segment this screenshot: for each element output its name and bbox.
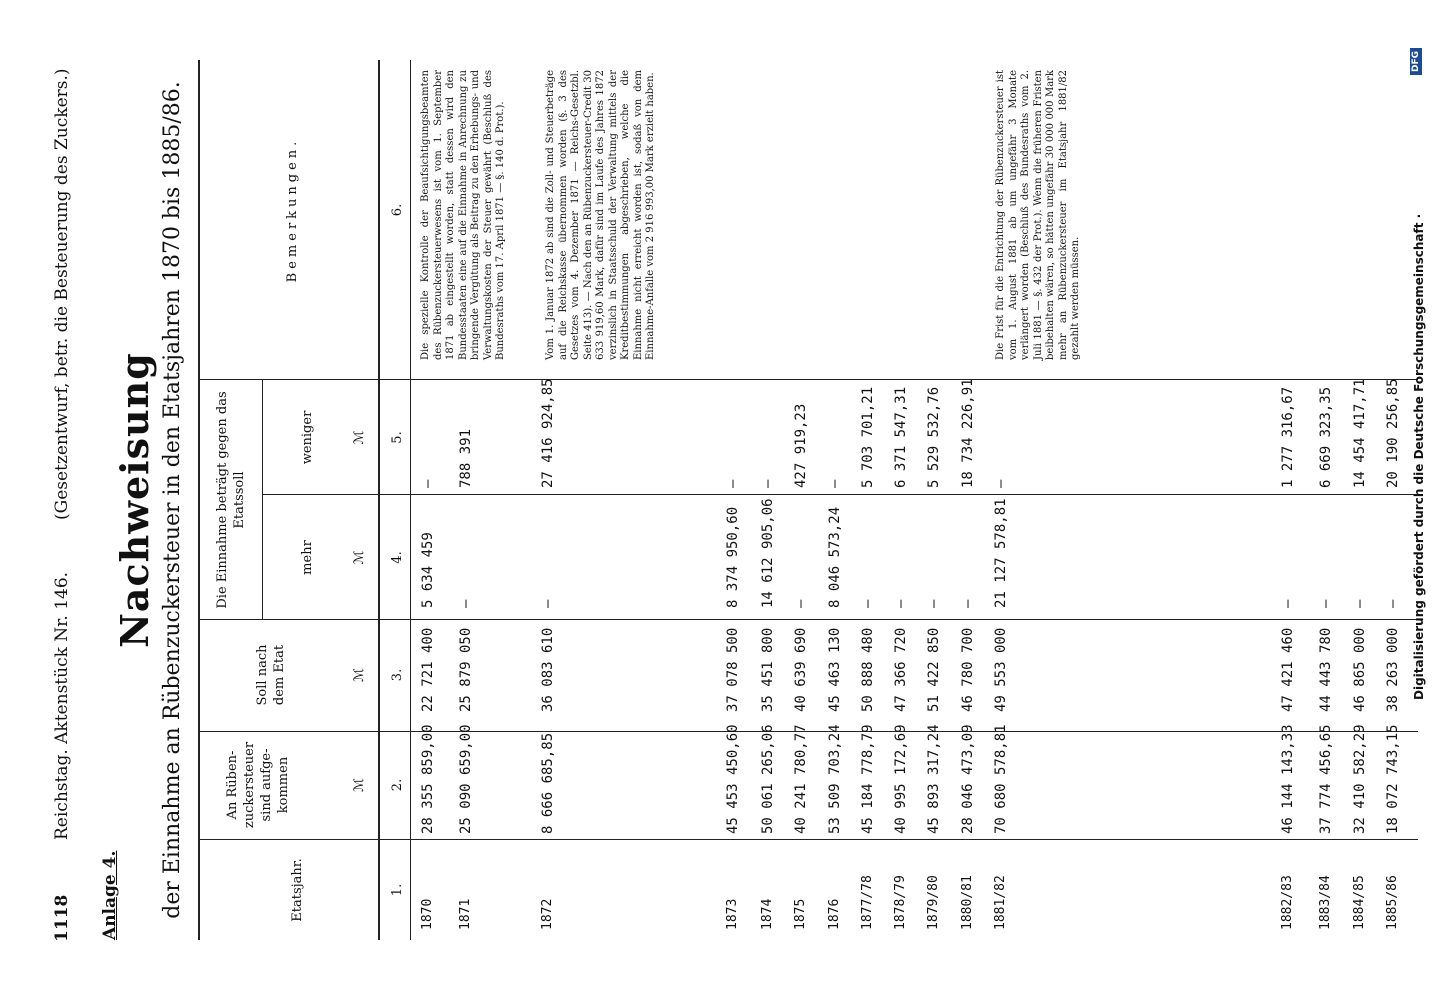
unit-col4: ℳ [352,550,367,565]
col-number-6: 6. [390,203,405,217]
cell-year: 1885/86 [1385,875,1400,930]
col-header-etatsjahr: Etatsjahr. [290,858,305,922]
cell-soll: 22 721 400 [420,627,436,712]
col-number-3: 3. [390,668,405,682]
cell-aufgekommen: 45 893 317,24 [926,724,942,834]
cell-year: 1881/82 [993,875,1008,930]
cell-weniger: 6 371 547,31 [893,386,909,488]
cell-soll: 49 553 000 [993,627,1009,712]
cell-aufgekommen: 40 995 172,69 [893,724,909,834]
cell-aufgekommen: 37 774 456,65 [1318,724,1334,834]
cell-year: 1874 [760,898,775,930]
cell-soll: 36 083 610 [540,627,556,712]
cell-year: 1877/78 [860,875,875,930]
cell-year: 1883/84 [1318,875,1333,930]
cell-year: 1871 [458,898,473,930]
digitization-credit: Digitalisierung gefördert durch die Deutsche Forschungsgemeinschaft · [1412,213,1426,700]
cell-weniger: — [827,479,843,488]
cell-aufgekommen: 28 046 473,09 [960,724,976,834]
cell-soll: 47 366 720 [893,627,909,712]
cell-mehr: — [860,599,876,608]
cell-mehr: 14 612 905,06 [760,498,776,608]
col-number-5: 5. [390,431,405,444]
cell-mehr: 8 374 950,60 [725,506,741,608]
table-top-rule [198,60,200,940]
cell-weniger: 27 416 924,85 [540,378,556,488]
col-header-einnahme-gegen-soll: Die Einnahme beträgt gegen das Etatssoll [215,391,247,609]
cell-mehr: — [1385,599,1401,608]
table-number-rule [410,60,411,940]
cell-year: 1873 [725,898,740,930]
group-header-rule [262,380,263,620]
cell-year: 1884/85 [1352,875,1367,930]
cell-weniger: 427 919,23 [793,403,809,488]
cell-year: 1882/83 [1280,875,1295,930]
cell-mehr: — [893,599,909,608]
cell-soll: 44 443 780 [1318,627,1334,712]
cell-year: 1876 [827,898,842,930]
page-number: 1118 [52,894,72,942]
anlage-label: Anlage 4. [100,850,120,940]
page-subtitle: der Einnahme an Rübenzuckersteuer in den Etatsjahren 1870 bis 1885/86. [160,81,185,919]
cell-soll: 47 421 460 [1280,627,1296,712]
dfg-logo: DFG [1410,48,1422,75]
cell-soll: 51 422 850 [926,627,942,712]
table-header-rule [378,60,380,940]
col-sep-3 [198,619,1418,620]
cell-mehr: — [793,599,809,608]
unit-col3: ℳ [352,668,367,682]
col-header-aufgekommen: An Rüben-zuckersteuer sind aufge-kommen [225,741,291,829]
cell-year: 1880/81 [960,875,975,930]
cell-year: 1875 [793,898,808,930]
unit-col2: ℳ [352,778,367,792]
cell-weniger: — [420,479,436,488]
cell-aufgekommen: 45 453 450,60 [725,724,741,834]
col-header-bemerkungen: Bemerkungen. [285,137,300,283]
cell-aufgekommen: 46 144 143,33 [1280,724,1296,834]
cell-soll: 46 865 000 [1352,627,1368,712]
cell-mehr: — [1280,599,1296,608]
cell-mehr: — [540,599,556,608]
cell-weniger: 5 703 701,21 [860,386,876,488]
cell-mehr: — [960,599,976,608]
cell-weniger: 788 391 [458,428,474,488]
remark-1871: Die spezielle Kontrolle der Beaufsichtigungsbeamten des Rübenzuckersteuerwesens ist vom 1. September 1871 ab eingestellt worden, statt dessen wird den Bundesstaaten eine auf die Einnahme in Anrechnung zu bringende Vergütung als Beitrag zu den Erhebungs- und Verwaltungskosten der Steuer gewährt (Beschluß des Bundesraths vom 17. April 1871 — §. 140 d. Prot.). [420,70,506,360]
cell-year: 1870 [420,898,435,930]
cell-aufgekommen: 40 241 780,77 [793,724,809,834]
cell-year: 1872 [540,898,555,930]
col-header-soll: Soll nach dem Etat [255,644,287,706]
cell-weniger: 18 734 226,91 [960,378,976,488]
col-number-1: 1. [390,883,405,897]
col-number-4: 4. [390,551,405,564]
cell-aufgekommen: 50 061 265,06 [760,724,776,834]
cell-soll: 50 888 480 [860,627,876,712]
cell-mehr: 21 127 578,81 [993,498,1009,608]
cell-mehr: — [1318,599,1334,608]
col-sep-1 [198,839,1418,840]
cell-mehr: — [1352,599,1368,608]
cell-soll: 38 263 000 [1385,627,1401,712]
remark-1872: Vom 1. Januar 1872 ab sind die Zoll- und Steuerbeträge auf die Reichskasse übernommen worden (§. 3 des Gesetzes vom 4. Dezember 1871 — Reichs-Gesetzbl. Seite 413). — Nach den an Rübenzuckersteuer-Credit 30 633 919,60 Mark, dafür sind im Laufe des Jahres 1872 verzinslich in Staatsschuld der Verwaltung mittels der Kreditbestimmungen abgeschrieben, welche die Einnahme nicht erreicht worden ist, sodaß von dem Einnahme-Anfalle vom 2 916 993,00 Mark erzielt haben. [545,70,656,360]
col-header-weniger: weniger [300,410,315,465]
cell-mehr: 8 046 573,24 [827,506,843,608]
cell-weniger: — [725,479,741,488]
cell-year: 1878/79 [893,875,908,930]
cell-soll: 46 780 700 [960,627,976,712]
cell-aufgekommen: 28 355 859,00 [420,724,436,834]
cell-weniger: 1 277 316,67 [1280,386,1296,488]
cell-soll: 45 463 130 [827,627,843,712]
cell-aufgekommen: 53 509 703,24 [827,724,843,834]
col-sep-4 [262,494,1418,495]
cell-soll: 37 078 500 [725,627,741,712]
col-number-2: 2. [390,778,405,792]
cell-aufgekommen: 18 072 743,15 [1385,724,1401,834]
header-left: Reichstag. Aktenstück Nr. 146. [52,571,72,840]
unit-col5: ℳ [352,430,367,445]
cell-aufgekommen: 32 410 582,29 [1352,724,1368,834]
cell-soll: 35 451 800 [760,627,776,712]
cell-weniger: 5 529 532,76 [926,386,942,488]
page-title: Nachweisung [112,352,157,648]
cell-mehr: — [458,599,474,608]
cell-weniger: 6 669 323,35 [1318,386,1334,488]
cell-weniger: — [760,479,776,488]
cell-weniger: 20 190 256,85 [1385,378,1401,488]
remark-1881-82: Die Frist für die Entrichtung der Rübenzuckersteuer ist vom 1. August 1881 ab um ungefähr 3 Monate verlängert worden (Beschluß des Bundesraths vom 2. Juli 1881 — §. 432 der Prot.). Wenn die früheren Fristen beibehalten wären, so hätten ungefähr 30 000 000 Mark mehr an Rübenzuckersteuer im Etatsjahr 1881/82 gezahlt werden müssen. [995,70,1081,360]
cell-soll: 25 879 050 [458,627,474,712]
header-right: (Gesetzentwurf, betr. die Besteuerung des Zuckers.) [52,68,72,520]
col-header-mehr: mehr [300,540,315,575]
cell-aufgekommen: 8 666 685,85 [540,732,556,834]
cell-aufgekommen: 70 680 578,81 [993,724,1009,834]
col-sep-5 [198,379,1418,380]
cell-weniger: — [993,479,1009,488]
cell-soll: 40 639 690 [793,627,809,712]
cell-mehr: — [926,599,942,608]
cell-mehr: 5 634 459 [420,532,436,608]
cell-aufgekommen: 25 090 659,00 [458,724,474,834]
cell-aufgekommen: 45 184 778,79 [860,724,876,834]
cell-year: 1879/80 [926,875,941,930]
cell-weniger: 14 454 417,71 [1352,378,1368,488]
